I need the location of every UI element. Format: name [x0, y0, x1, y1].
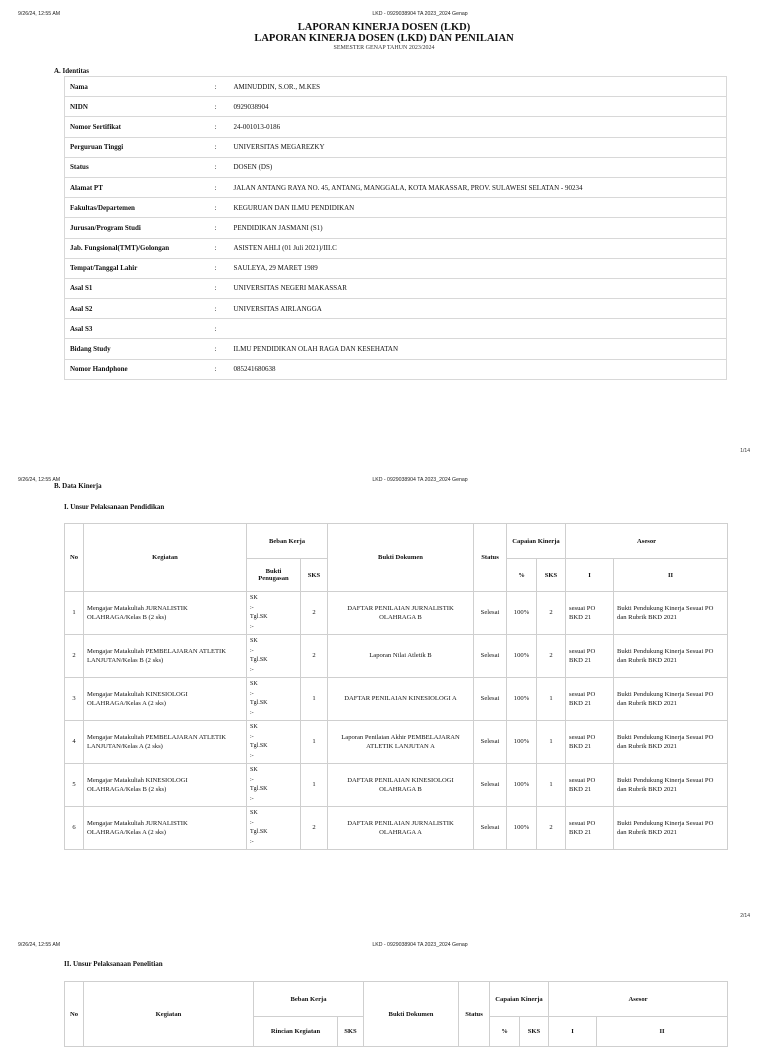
row-bukti-penugasan	[247, 721, 301, 764]
identity-value: AMINUDDIN, S.OR., M.KES	[229, 77, 727, 97]
sk-value: :-	[250, 604, 254, 611]
row-persen: 100%	[507, 635, 537, 678]
table-row	[65, 678, 728, 721]
identity-colon: :	[215, 299, 229, 319]
identity-row	[65, 177, 727, 197]
col-status: Status	[459, 982, 490, 1047]
row-status: Selesai	[474, 721, 507, 764]
row-no: 1	[65, 592, 84, 635]
row-kegiatan: Mengajar Matakuliah PEMBELAJARAN ATLETIK LANJUTAN/Kelas A (2 sks)	[84, 721, 247, 764]
row-kegiatan: Mengajar Matakuliah JURNALISTIK OLAHRAGA/Kelas A (2 sks)	[84, 807, 247, 850]
tgl-sk-label: Tgl.SK	[250, 743, 268, 749]
sk-label: SK	[250, 810, 258, 816]
row-asesor-i: sesuai PO BKD 21	[566, 807, 614, 850]
report-title-2: LAPORAN KINERJA DOSEN (LKD) DAN PENILAIAN	[254, 33, 514, 44]
identity-row	[65, 137, 727, 157]
col-sks: SKS	[301, 559, 328, 592]
tgl-sk-line	[250, 742, 297, 761]
tgl-sk-line	[250, 828, 297, 847]
identity-colon: :	[215, 117, 229, 137]
col-beban-kerja: Beban Kerja	[254, 982, 364, 1017]
identity-colon: :	[215, 278, 229, 298]
row-bukti-dokumen: DAFTAR PENILAIAN KINESIOLOGI A	[328, 678, 474, 721]
pendidikan-table	[64, 523, 728, 850]
identity-value: 24-001013-0186	[229, 117, 727, 137]
row-no: 4	[65, 721, 84, 764]
identity-row	[65, 238, 727, 258]
sk-line	[250, 809, 297, 828]
row-sks-capaian: 2	[537, 635, 566, 678]
row-bukti-penugasan	[247, 592, 301, 635]
row-sks-capaian: 1	[537, 721, 566, 764]
row-no: 6	[65, 807, 84, 850]
print-date: 9/26/24, 12:55 AM	[18, 942, 61, 948]
print-date: 9/26/24, 12:55 AM	[18, 11, 61, 17]
identity-row	[65, 198, 727, 218]
sk-value: :-	[250, 690, 254, 697]
row-bukti-dokumen: DAFTAR PENILAIAN JURNALISTIK OLAHRAGA A	[328, 807, 474, 850]
identity-colon: :	[215, 258, 229, 278]
tgl-sk-value: :-	[250, 666, 254, 673]
identity-label: NIDN	[65, 97, 215, 117]
sk-label: SK	[250, 595, 258, 601]
identity-value: SAULEYA, 29 MARET 1989	[229, 258, 727, 278]
page-header	[0, 474, 768, 486]
col-asesor-ii: II	[597, 1017, 728, 1047]
sk-label: SK	[250, 681, 258, 687]
sk-line	[250, 637, 297, 656]
row-sks: 1	[301, 678, 328, 721]
identity-row	[65, 278, 727, 298]
identity-label: Perguruan Tinggi	[65, 137, 215, 157]
col-asesor-ii: II	[614, 559, 728, 592]
identity-row	[65, 339, 727, 359]
tgl-sk-line	[250, 699, 297, 718]
identity-label: Nomor Sertifikat	[65, 117, 215, 137]
row-bukti-dokumen: Laporan Penilaian Akhir PEMBELAJARAN ATLETIK LANJUTAN A	[328, 721, 474, 764]
penelitian-table	[64, 981, 728, 1047]
row-kegiatan: Mengajar Matakuliah KINESIOLOGI OLAHRAGA/Kelas A (2 sks)	[84, 678, 247, 721]
tgl-sk-value: :-	[250, 709, 254, 716]
row-kegiatan: Mengajar Matakuliah JURNALISTIK OLAHRAGA/Kelas B (2 sks)	[84, 592, 247, 635]
row-bukti-dokumen: DAFTAR PENILAIAN KINESIOLOGI OLAHRAGA B	[328, 764, 474, 807]
row-bukti-dokumen: Laporan Nilai Atletik B	[328, 635, 474, 678]
identity-label: Nomor Handphone	[65, 359, 215, 379]
col-beban-kerja: Beban Kerja	[247, 524, 328, 559]
identity-row	[65, 299, 727, 319]
row-persen: 100%	[507, 721, 537, 764]
row-sks: 2	[301, 635, 328, 678]
tgl-sk-label: Tgl.SK	[250, 786, 268, 792]
tgl-sk-value: :-	[250, 752, 254, 759]
identity-value: 0929038904	[229, 97, 727, 117]
row-asesor-ii: Bukti Pendukung Kinerja Sesuai PO dan Rubrik BKD 2021	[614, 592, 728, 635]
sk-value: :-	[250, 776, 254, 783]
document-name: LKD - 0929038904 TA 2023_2024 Genap	[372, 942, 468, 948]
identity-value: ASISTEN AHLI (01 Juli 2021)/III.C	[229, 238, 727, 258]
table-row	[65, 592, 728, 635]
identity-label: Bidang Study	[65, 339, 215, 359]
table-row	[65, 635, 728, 678]
identity-colon: :	[215, 339, 229, 359]
row-sks-capaian: 2	[537, 592, 566, 635]
sk-value: :-	[250, 647, 254, 654]
row-asesor-ii: Bukti Pendukung Kinerja Sesuai PO dan Rubrik BKD 2021	[614, 807, 728, 850]
row-asesor-i: sesuai PO BKD 21	[566, 764, 614, 807]
table-row	[65, 764, 728, 807]
sk-label: SK	[250, 767, 258, 773]
row-sks-capaian: 1	[537, 678, 566, 721]
table-row	[65, 721, 728, 764]
identity-label: Alamat PT	[65, 177, 215, 197]
row-persen: 100%	[507, 678, 537, 721]
identity-colon: :	[215, 218, 229, 238]
identity-value: KEGURUAN DAN ILMU PENDIDIKAN	[229, 198, 727, 218]
identity-label: Status	[65, 157, 215, 177]
sk-line	[250, 766, 297, 785]
col-capaian: Capaian Kinerja	[507, 524, 566, 559]
col-bukti-dokumen: Bukti Dokumen	[364, 982, 459, 1047]
row-bukti-penugasan	[247, 635, 301, 678]
row-kegiatan: Mengajar Matakuliah PEMBELAJARAN ATLETIK LANJUTAN/Kelas B (2 sks)	[84, 635, 247, 678]
col-sks: SKS	[338, 1017, 364, 1047]
row-status: Selesai	[474, 592, 507, 635]
identity-row	[65, 218, 727, 238]
section-pendidikan-heading: I. Unsur Pelaksanaan Pendidikan	[64, 503, 165, 511]
identity-colon: :	[215, 157, 229, 177]
identity-label: Asal S2	[65, 299, 215, 319]
row-sks-capaian: 2	[537, 807, 566, 850]
sk-value: :-	[250, 819, 254, 826]
col-persen: %	[507, 559, 537, 592]
report-title: LAPORAN KINERJA DOSEN (LKD)	[297, 22, 471, 33]
row-no: 2	[65, 635, 84, 678]
col-asesor: Asesor	[549, 982, 728, 1017]
identity-colon: :	[215, 177, 229, 197]
row-sks: 2	[301, 807, 328, 850]
document-name: LKD - 0929038904 TA 2023_2024 Genap	[372, 11, 468, 17]
row-asesor-i: sesuai PO BKD 21	[566, 678, 614, 721]
row-asesor-i: sesuai PO BKD 21	[566, 592, 614, 635]
identity-value: ILMU PENDIDIKAN OLAH RAGA DAN KESEHATAN	[229, 339, 727, 359]
sk-value: :-	[250, 733, 254, 740]
tgl-sk-label: Tgl.SK	[250, 657, 268, 663]
tgl-sk-value: :-	[250, 838, 254, 845]
identity-colon: :	[215, 97, 229, 117]
row-status: Selesai	[474, 764, 507, 807]
row-asesor-ii: Bukti Pendukung Kinerja Sesuai PO dan Rubrik BKD 2021	[614, 635, 728, 678]
page-number: 2/14	[740, 913, 750, 919]
col-capaian: Capaian Kinerja	[490, 982, 549, 1017]
col-no: No	[65, 524, 84, 592]
identity-value: UNIVERSITAS MEGAREZKY	[229, 137, 727, 157]
identity-row	[65, 117, 727, 137]
row-status: Selesai	[474, 635, 507, 678]
identity-colon: :	[215, 198, 229, 218]
col-status: Status	[474, 524, 507, 592]
row-sks: 2	[301, 592, 328, 635]
row-asesor-ii: Bukti Pendukung Kinerja Sesuai PO dan Rubrik BKD 2021	[614, 721, 728, 764]
col-bukti-dokumen: Bukti Dokumen	[328, 524, 474, 592]
row-persen: 100%	[507, 592, 537, 635]
identity-heading: A. Identitas	[54, 67, 90, 75]
row-status: Selesai	[474, 807, 507, 850]
report-subtitle: SEMESTER GENAP TAHUN 2023/2024	[333, 45, 435, 51]
identity-table	[64, 76, 727, 380]
identity-value: 085241680638	[229, 359, 727, 379]
row-sks-capaian: 1	[537, 764, 566, 807]
col-bukti-penugasan: Bukti Penugasan	[247, 559, 301, 592]
col-asesor: Asesor	[566, 524, 728, 559]
print-date: 9/26/24, 12:55 AM	[18, 477, 61, 483]
col-kegiatan: Kegiatan	[84, 524, 247, 592]
row-asesor-ii: Bukti Pendukung Kinerja Sesuai PO dan Rubrik BKD 2021	[614, 678, 728, 721]
identity-row	[65, 258, 727, 278]
identity-colon: :	[215, 319, 229, 339]
col-persen: %	[490, 1017, 520, 1047]
row-status: Selesai	[474, 678, 507, 721]
tgl-sk-label: Tgl.SK	[250, 614, 268, 620]
identity-value: UNIVERSITAS AIRLANGGA	[229, 299, 727, 319]
identity-value: JALAN ANTANG RAYA NO. 45, ANTANG, MANGGALA, KOTA MAKASSAR, PROV. SULAWESI SELATAN - 90234	[229, 177, 727, 197]
row-asesor-i: sesuai PO BKD 21	[566, 721, 614, 764]
row-persen: 100%	[507, 807, 537, 850]
col-asesor-i: I	[549, 1017, 597, 1047]
tgl-sk-line	[250, 656, 297, 675]
section-penelitian-heading: II. Unsur Pelaksanaan Penelitian	[64, 960, 163, 968]
row-bukti-dokumen: DAFTAR PENILAIAN JURNALISTIK OLAHRAGA B	[328, 592, 474, 635]
row-sks: 1	[301, 721, 328, 764]
col-sks-capaian: SKS	[537, 559, 566, 592]
tgl-sk-label: Tgl.SK	[250, 829, 268, 835]
tgl-sk-value: :-	[250, 795, 254, 802]
identity-value: PENDIDIKAN JASMANI (S1)	[229, 218, 727, 238]
identity-value: UNIVERSITAS NEGERI MAKASSAR	[229, 278, 727, 298]
sk-label: SK	[250, 724, 258, 730]
identity-label: Jurusan/Program Studi	[65, 218, 215, 238]
row-no: 5	[65, 764, 84, 807]
identity-row	[65, 77, 727, 97]
sk-line	[250, 723, 297, 742]
identity-label: Asal S3	[65, 319, 215, 339]
identity-row	[65, 157, 727, 177]
identity-label: Asal S1	[65, 278, 215, 298]
row-no: 3	[65, 678, 84, 721]
tgl-sk-line	[250, 785, 297, 804]
col-kegiatan: Kegiatan	[84, 982, 254, 1047]
identity-colon: :	[215, 77, 229, 97]
identity-value: DOSEN (DS)	[229, 157, 727, 177]
col-sks-capaian: SKS	[520, 1017, 549, 1047]
identity-label: Jab. Fungsional(TMT)/Golongan	[65, 238, 215, 258]
sk-label: SK	[250, 638, 258, 644]
kinerja-heading: B. Data Kinerja	[54, 482, 102, 490]
row-persen: 100%	[507, 764, 537, 807]
tgl-sk-line	[250, 613, 297, 632]
row-sks: 1	[301, 764, 328, 807]
identity-row	[65, 359, 727, 379]
col-asesor-i: I	[566, 559, 614, 592]
page-number: 1/14	[740, 448, 750, 454]
sk-line	[250, 594, 297, 613]
identity-label: Tempat/Tanggal Lahir	[65, 258, 215, 278]
identity-row	[65, 97, 727, 117]
row-asesor-ii: Bukti Pendukung Kinerja Sesuai PO dan Rubrik BKD 2021	[614, 764, 728, 807]
tgl-sk-value: :-	[250, 623, 254, 630]
page-header	[0, 8, 768, 20]
table-row	[65, 807, 728, 850]
identity-colon: :	[215, 359, 229, 379]
identity-colon: :	[215, 238, 229, 258]
identity-value	[229, 319, 727, 339]
row-kegiatan: Mengajar Matakuliah KINESIOLOGI OLAHRAGA/Kelas B (2 sks)	[84, 764, 247, 807]
page-header	[0, 939, 768, 951]
row-bukti-penugasan	[247, 678, 301, 721]
sk-line	[250, 680, 297, 699]
row-bukti-penugasan	[247, 764, 301, 807]
document-name: LKD - 0929038904 TA 2023_2024 Genap	[372, 477, 468, 483]
col-no: No	[65, 982, 84, 1047]
tgl-sk-label: Tgl.SK	[250, 700, 268, 706]
row-bukti-penugasan	[247, 807, 301, 850]
identity-label: Fakultas/Departemen	[65, 198, 215, 218]
row-asesor-i: sesuai PO BKD 21	[566, 635, 614, 678]
identity-colon: :	[215, 137, 229, 157]
identity-row	[65, 319, 727, 339]
col-rincian-kegiatan: Rincian Kegiatan	[254, 1017, 338, 1047]
identity-label: Nama	[65, 77, 215, 97]
